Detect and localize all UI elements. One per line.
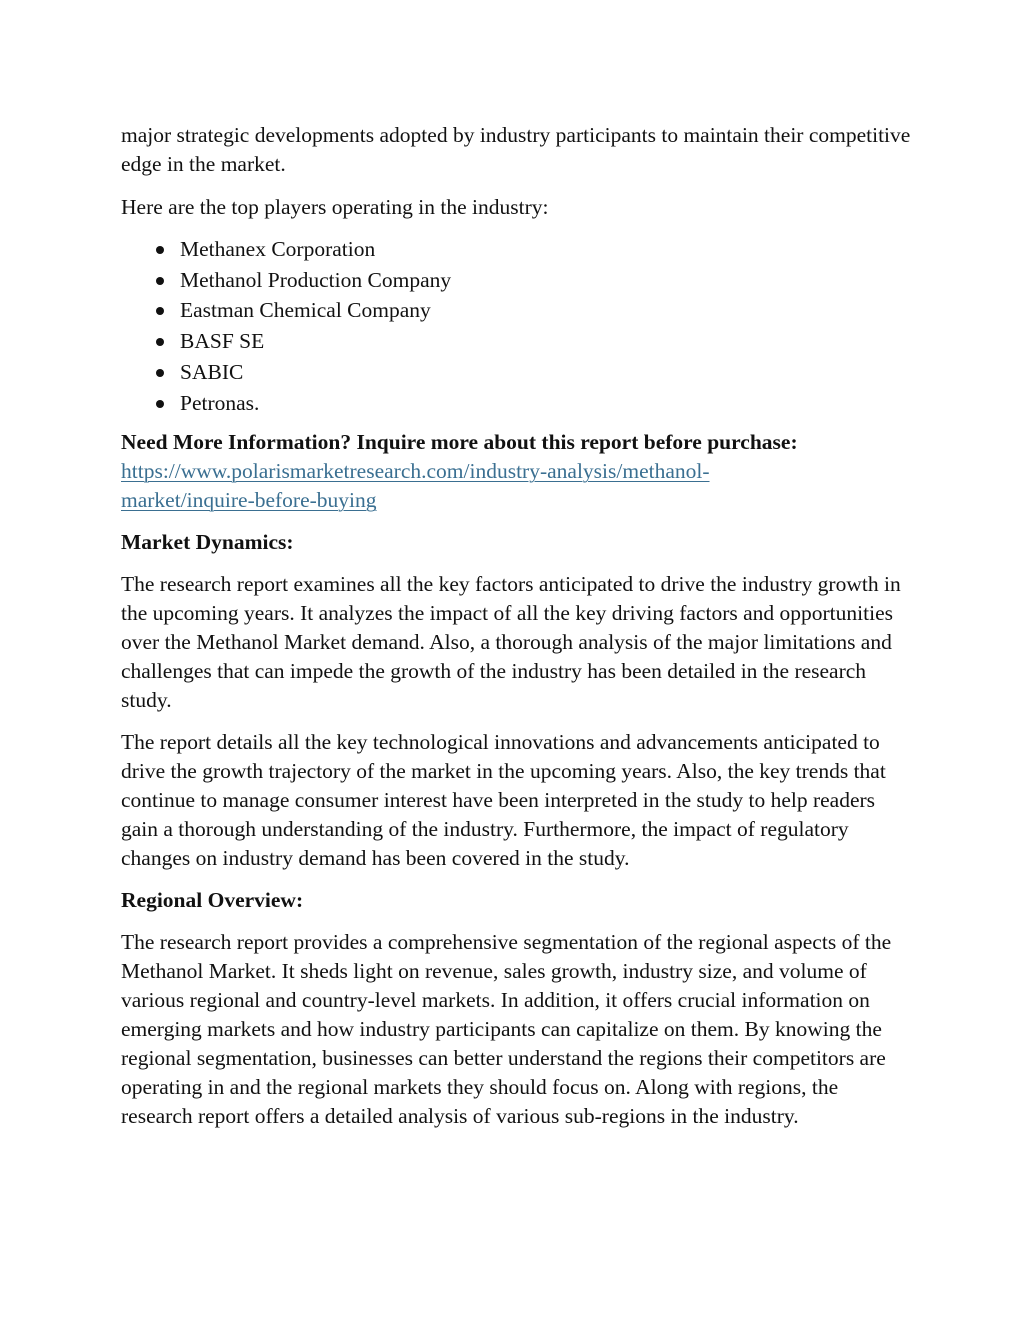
intro-continuation: major strategic developments adopted by industry participants to maintain their competitive edge in the market. bbox=[121, 123, 911, 176]
bullet-icon bbox=[156, 400, 164, 408]
player-name: BASF SE bbox=[180, 329, 265, 354]
players-lead: Here are the top players operating in the industry: bbox=[121, 195, 549, 219]
list-item bbox=[121, 357, 911, 388]
player-name: Methanol Production Company bbox=[180, 267, 452, 292]
bullet-icon bbox=[156, 369, 164, 377]
regional-overview-paragraph: The research report provides a comprehensive segmentation of the regional aspects of the Methanol Market. It sheds light on revenue, sales growth, industry size, and volume of various regional and country-level markets. In addition, it offers crucial information on emerging markets and how industry participants can capitalize on them. By knowing the regional segmentation, businesses can better understand the regions their competitors are operating in and the regional markets they should focus on. Along with regions, the research report offers a detailed analysis of various sub-regions in the industry. bbox=[121, 930, 892, 1129]
list-item bbox=[121, 388, 911, 419]
inquire-block bbox=[121, 428, 911, 515]
regional-overview-heading: Regional Overview: bbox=[121, 888, 304, 913]
inquire-heading: Need More Information? Inquire more about this report before purchase: bbox=[121, 430, 798, 455]
list-item bbox=[121, 265, 911, 296]
bullet-icon bbox=[156, 338, 164, 346]
inquire-link-line1: https://www.polarismarketresearch.com/industry-analysis/methanol- bbox=[121, 459, 710, 484]
list-item bbox=[121, 326, 911, 357]
player-name: Eastman Chemical Company bbox=[180, 298, 431, 323]
bullet-icon bbox=[156, 246, 164, 254]
document-page bbox=[121, 121, 911, 1131]
list-item bbox=[121, 234, 911, 265]
player-name: SABIC bbox=[180, 359, 244, 384]
players-list bbox=[121, 234, 911, 418]
inquire-link[interactable] bbox=[121, 459, 710, 512]
player-name: Petronas. bbox=[180, 390, 260, 415]
list-item bbox=[121, 295, 911, 326]
bullet-icon bbox=[156, 307, 164, 315]
inquire-link-line2: market/inquire-before-buying bbox=[121, 488, 377, 513]
market-dynamics-heading: Market Dynamics: bbox=[121, 530, 294, 555]
bullet-icon bbox=[156, 277, 164, 285]
market-dynamics-paragraph-2: The report details all the key technological innovations and advancements anticipated to drive the growth trajectory of the market in the upcoming years. Also, the key trends that continue to manage consumer interest have been interpreted in the study to help readers gain a thorough understanding of the industry. Furthermore, the impact of regulatory changes on industry demand has been covered in the study. bbox=[121, 730, 886, 871]
player-name: Methanex Corporation bbox=[180, 237, 376, 261]
market-dynamics-paragraph-1: The research report examines all the key factors anticipated to drive the industry growth in the upcoming years. It analyzes the impact of all the key driving factors and opportunities over the Methanol Market demand. Also, a thorough analysis of the major limitations and challenges that can impede the growth of the industry has been detailed in the research study. bbox=[121, 572, 901, 713]
